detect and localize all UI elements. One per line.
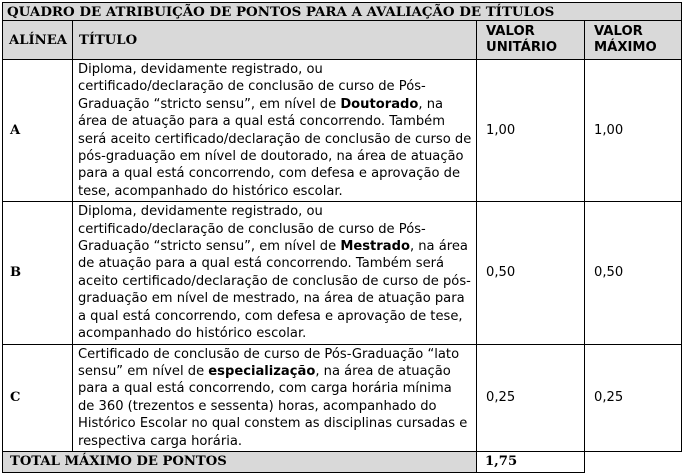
- row-title-level: especialização: [208, 363, 316, 379]
- row-valor-maximo: 1,00: [585, 60, 682, 202]
- table-title: QUADRO DE ATRIBUIÇÃO DE PONTOS PARA A AVALIAÇÃO DE TÍTULOS: [3, 3, 682, 21]
- row-valor-unitario: 1,00: [477, 60, 585, 202]
- row-valor-maximo: 0,50: [585, 202, 682, 344]
- row-title-text-cont: , na área de atuação para a qual está concorrendo, com carga horária mínima de 360 (trezentos e sessenta) horas, acompanhado do Histórico Escolar no qual constem as disciplinas cursadas e respectiva carga horária.: [78, 363, 468, 449]
- row-title-text-cont: , na área de atuação para a qual está concorrendo. Também será aceito certificado/declaração de conclusão de curso de pós-graduação em nível de mestrado, na área de atuação para a qual está concorrendo, com defesa e aprovação de tese, acompanhado do histórico escolar.: [78, 239, 471, 342]
- header-valor-maximo: [585, 21, 682, 60]
- header-valor-maximo-line2: MÁXIMO: [594, 40, 657, 55]
- row-title-text: Diploma, devidamente registrado, ou certificado/declaração de conclusão de curso de Pós-Graduação “stricto sensu”, em nível de: [78, 62, 426, 112]
- row-title: [73, 344, 477, 451]
- row-title: [73, 60, 477, 202]
- row-title: [73, 202, 477, 344]
- row-title-text: Certificado de conclusão de curso de Pós-Graduação “lato sensu” em nível de: [78, 346, 460, 379]
- table-title-row: [3, 3, 682, 21]
- row-alinea: B: [3, 202, 73, 344]
- row-title-level: Doutorado: [340, 96, 419, 112]
- total-value: 1,75: [477, 451, 585, 472]
- header-valor-unitario: [477, 21, 585, 60]
- row-valor-maximo: 0,25: [585, 344, 682, 451]
- header-valor-unitario-line2: UNITÁRIO: [486, 40, 558, 55]
- row-valor-unitario: 0,25: [477, 344, 585, 451]
- header-valor-unitario-line1: VALOR: [486, 24, 535, 39]
- table-row: [3, 202, 682, 344]
- row-title-text: Diploma, devidamente registrado, ou certificado/declaração de conclusão de curso de Pós-Graduação “stricto sensu”, em nível de: [78, 204, 426, 255]
- row-alinea: A: [3, 60, 73, 202]
- total-empty-cell: [585, 451, 682, 472]
- header-alinea: ALÍNEA: [3, 21, 73, 60]
- header-valor-maximo-line1: VALOR: [594, 24, 643, 39]
- total-row: [3, 451, 682, 472]
- row-valor-unitario: 0,50: [477, 202, 585, 344]
- table-row: [3, 60, 682, 202]
- row-alinea: C: [3, 344, 73, 451]
- total-label: TOTAL MÁXIMO DE PONTOS: [3, 451, 477, 472]
- row-title-level: Mestrado: [340, 239, 410, 255]
- scores-table: [2, 2, 682, 473]
- header-titulo: TÍTULO: [73, 21, 477, 60]
- table-header-row: [3, 21, 682, 60]
- table-row: [3, 344, 682, 451]
- row-title-text-cont: , na área de atuação para a qual está concorrendo. Também será aceito certificado/declaração de conclusão de curso de pós-graduação em nível de doutorado, na área de atuação para a qual está concorrendo, com defesa e aprovação de tese, acompanhado do histórico escolar.: [78, 96, 472, 199]
